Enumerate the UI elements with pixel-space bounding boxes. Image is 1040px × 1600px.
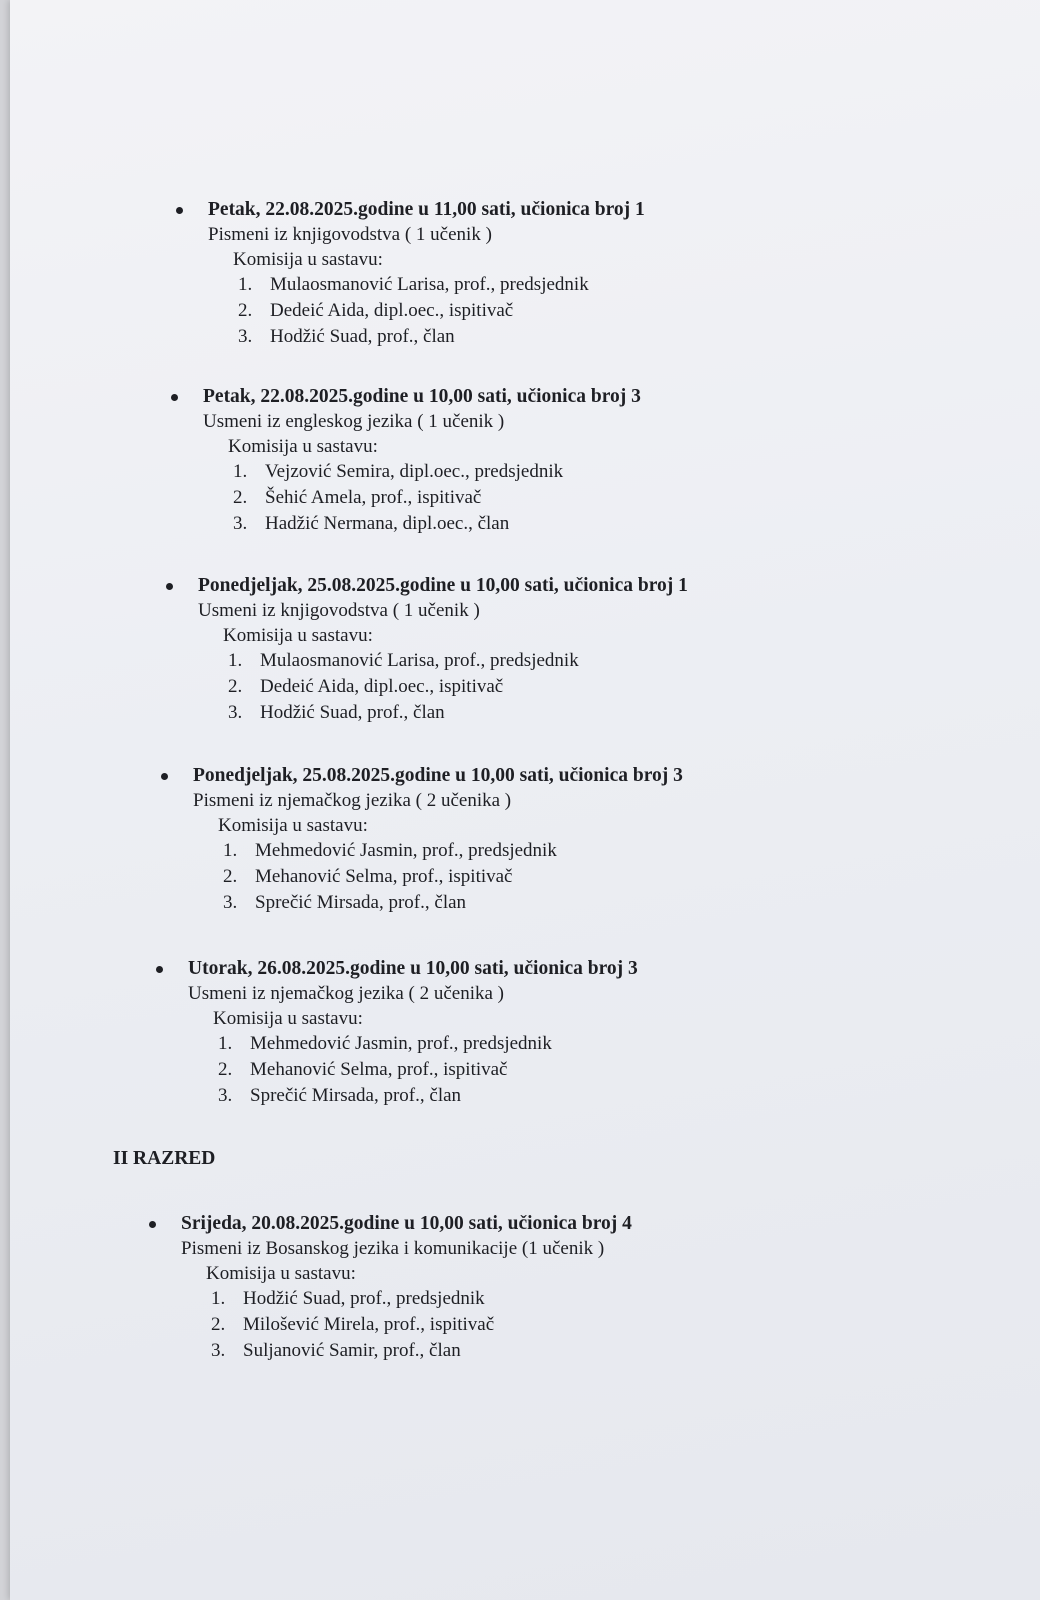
- member-number: 1.: [228, 650, 243, 671]
- exam-header: [176, 198, 936, 222]
- exam-header-text: Ponedjeljak, 25.08.2025.godine u 10,00 sati, učionica broj 3: [193, 765, 683, 786]
- member-item: [238, 298, 936, 324]
- member-number: 1.: [211, 1288, 226, 1309]
- exam-header-text: Ponedjeljak, 25.08.2025.godine u 10,00 sati, učionica broj 1: [198, 575, 688, 596]
- exam-subject: Usmeni iz knjigovodstva ( 1 učenik ): [198, 600, 480, 621]
- member-item: [211, 1286, 909, 1312]
- member-item: [223, 864, 921, 890]
- exam-header: [149, 1212, 909, 1236]
- member-item: [233, 511, 931, 537]
- member-list: [161, 838, 921, 916]
- bullet-icon: [156, 966, 163, 973]
- member-number: 2.: [238, 300, 253, 321]
- member-text: Suljanović Samir, prof., član: [243, 1340, 461, 1361]
- bullet-icon: [176, 207, 183, 214]
- exam-subject: Pismeni iz njemačkog jezika ( 2 učenika ): [193, 790, 512, 811]
- exam-subject: Pismeni iz Bosanskog jezika i komunikacije (1 učenik ): [181, 1238, 605, 1259]
- exam-block: [149, 1212, 909, 1364]
- document-page: [10, 0, 1040, 1600]
- member-number: 3.: [238, 326, 253, 347]
- member-number: 2.: [223, 866, 238, 887]
- member-item: [228, 674, 926, 700]
- member-text: Mehmedović Jasmin, prof., predsjednik: [250, 1033, 552, 1054]
- exam-block: [161, 764, 921, 916]
- exam-header: [161, 764, 921, 788]
- commission-label: Komisija u sastavu:: [213, 1008, 363, 1029]
- member-number: 1.: [233, 461, 248, 482]
- member-item: [218, 1057, 916, 1083]
- commission-label: Komisija u sastavu:: [228, 436, 378, 457]
- member-number: 3.: [223, 892, 238, 913]
- member-item: [233, 485, 931, 511]
- member-item: [238, 272, 936, 298]
- exam-block: [166, 574, 926, 726]
- exam-subject: Usmeni iz engleskog jezika ( 1 učenik ): [203, 411, 505, 432]
- member-number: 2.: [218, 1059, 233, 1080]
- commission-label: Komisija u sastavu:: [233, 249, 383, 270]
- member-list: [166, 648, 926, 726]
- exam-header-text: Petak, 22.08.2025.godine u 11,00 sati, učionica broj 1: [208, 199, 645, 220]
- commission-label: Komisija u sastavu:: [218, 815, 368, 836]
- member-list: [149, 1286, 909, 1364]
- member-text: Mehmedović Jasmin, prof., predsjednik: [255, 840, 557, 861]
- member-text: Milošević Mirela, prof., ispitivač: [243, 1314, 495, 1335]
- member-text: Vejzović Semira, dipl.oec., predsjednik: [265, 461, 564, 482]
- bullet-icon: [171, 394, 178, 401]
- member-number: 1.: [218, 1033, 233, 1054]
- bullet-icon: [161, 773, 168, 780]
- member-number: 3.: [233, 513, 248, 534]
- exam-header: [156, 957, 916, 981]
- commission-label: Komisija u sastavu:: [206, 1263, 356, 1284]
- member-text: Mehanović Selma, prof., ispitivač: [250, 1059, 508, 1080]
- member-text: Mulaosmanović Larisa, prof., predsjednik: [270, 274, 589, 295]
- member-text: Dedeić Aida, dipl.oec., ispitivač: [260, 676, 504, 697]
- member-item: [211, 1338, 909, 1364]
- member-number: 3.: [218, 1085, 233, 1106]
- member-text: Hodžić Suad, prof., predsjednik: [243, 1288, 485, 1309]
- member-number: 1.: [223, 840, 238, 861]
- member-text: Mulaosmanović Larisa, prof., predsjednik: [260, 650, 579, 671]
- member-text: Sprečić Mirsada, prof., član: [250, 1085, 462, 1106]
- member-text: Mehanović Selma, prof., ispitivač: [255, 866, 513, 887]
- exam-header: [166, 574, 926, 598]
- bullet-icon: [166, 583, 173, 590]
- member-number: 3.: [211, 1340, 226, 1361]
- member-text: Hodžić Suad, prof., član: [270, 326, 455, 347]
- exam-block: [156, 957, 916, 1109]
- member-item: [218, 1083, 916, 1109]
- exam-header-text: Srijeda, 20.08.2025.godine u 10,00 sati, učionica broj 4: [181, 1213, 632, 1234]
- commission-label: Komisija u sastavu:: [223, 625, 373, 646]
- exam-subject: Usmeni iz njemačkog jezika ( 2 učenika ): [188, 983, 505, 1004]
- member-item: [218, 1031, 916, 1057]
- member-text: Dedeić Aida, dipl.oec., ispitivač: [270, 300, 514, 321]
- member-list: [176, 272, 936, 350]
- member-number: 2.: [233, 487, 248, 508]
- member-number: 2.: [228, 676, 243, 697]
- member-item: [223, 890, 921, 916]
- exam-subject: Pismeni iz knjigovodstva ( 1 učenik ): [208, 224, 492, 245]
- exam-header-text: Petak, 22.08.2025.godine u 10,00 sati, učionica broj 3: [203, 386, 641, 407]
- member-text: Hadžić Nermana, dipl.oec., član: [265, 513, 510, 534]
- bullet-icon: [149, 1221, 156, 1228]
- member-list: [171, 459, 931, 537]
- member-number: 3.: [228, 702, 243, 723]
- member-text: Sprečić Mirsada, prof., član: [255, 892, 467, 913]
- member-item: [211, 1312, 909, 1338]
- exam-block: [171, 385, 931, 537]
- member-text: Šehić Amela, prof., ispitivač: [265, 487, 482, 508]
- member-list: [156, 1031, 916, 1109]
- member-number: 2.: [211, 1314, 226, 1335]
- exam-header-text: Utorak, 26.08.2025.godine u 10,00 sati, učionica broj 3: [188, 958, 638, 979]
- member-item: [233, 459, 931, 485]
- member-item: [238, 324, 936, 350]
- exam-header: [171, 385, 931, 409]
- member-item: [223, 838, 921, 864]
- member-item: [228, 700, 926, 726]
- section-heading: II RAZRED: [113, 1148, 216, 1169]
- member-number: 1.: [238, 274, 253, 295]
- member-text: Hodžić Suad, prof., član: [260, 702, 445, 723]
- member-item: [228, 648, 926, 674]
- exam-block: [176, 198, 936, 350]
